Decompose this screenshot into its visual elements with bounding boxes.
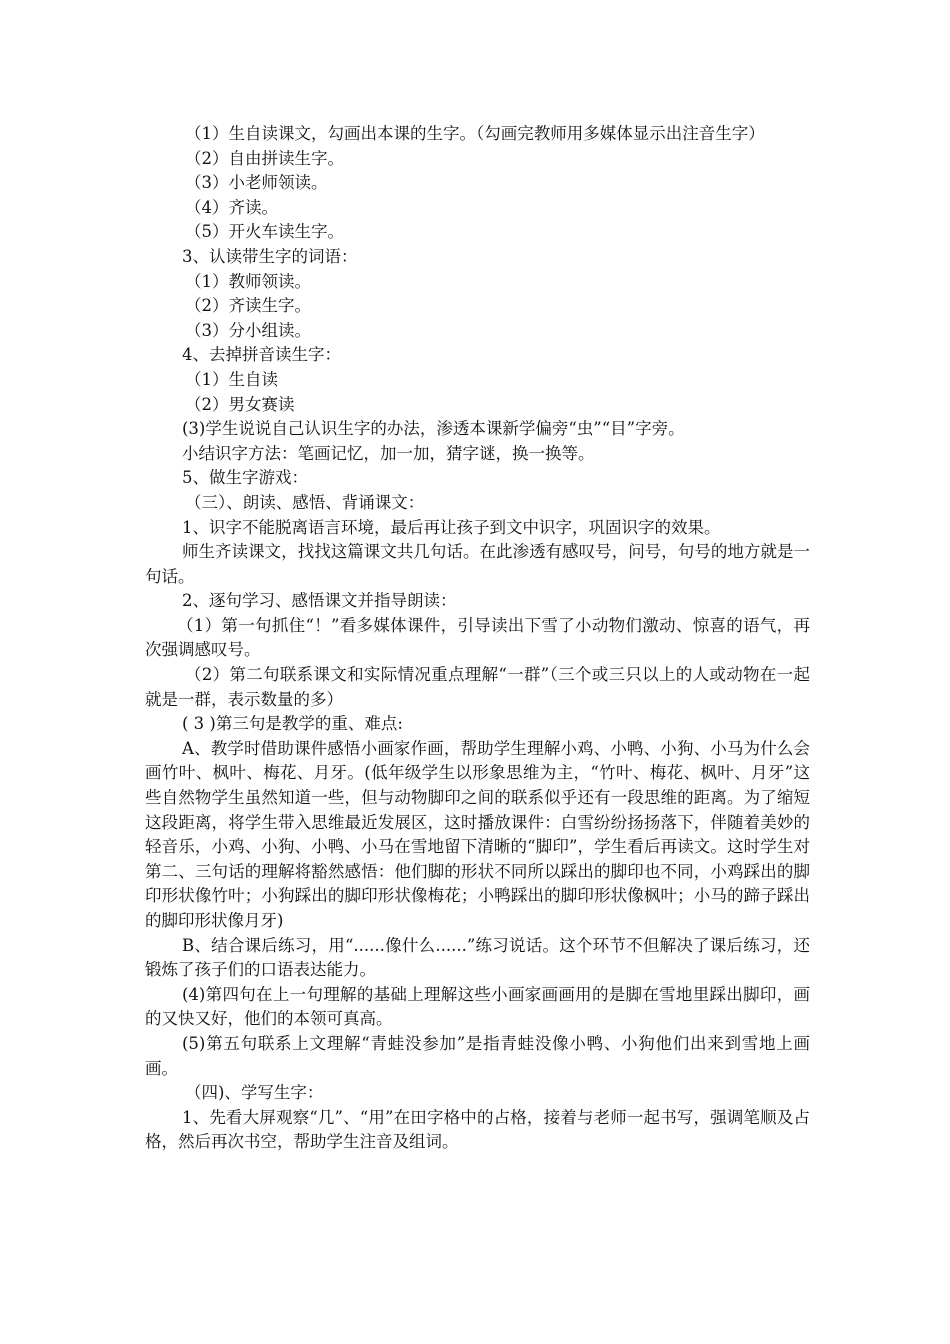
paragraph: （1）教师领读。 bbox=[185, 271, 311, 291]
paragraph: 4、去掉拼音读生字： bbox=[182, 345, 341, 365]
paragraph: （4）齐读。 bbox=[185, 197, 278, 217]
paragraph: （1）第一句抓住“！”看多媒体课件，引导读出下雪了小动物们激动、惊喜的语气，再次强调感叹号。 bbox=[145, 615, 810, 660]
paragraph: 1、识字不能脱离语言环境，最后再让孩子到文中识字，巩固识字的效果。 bbox=[182, 517, 721, 537]
paragraph: （四)、学写生字： bbox=[185, 1083, 324, 1103]
paragraph: ( 3 )第三句是教学的重、难点: bbox=[182, 714, 403, 734]
paragraph: 小结识字方法：笔画记忆，加一加，猜字谜，换一换等。 bbox=[182, 443, 595, 463]
paragraph: （2）自由拼读生字。 bbox=[185, 148, 344, 168]
paragraph: (4)第四句在上一句理解的基础上理解这些小画家画画用的是脚在雪地里踩出脚印，画的又快又好，他们的本领可真高。 bbox=[145, 984, 810, 1029]
paragraph: （3）小老师领读。 bbox=[185, 173, 328, 193]
paragraph: （1）生自读课文，勾画出本课的生字。（勾画完教师用多媒体显示出注音生字） bbox=[185, 124, 765, 143]
paragraph: 5、做生字游戏： bbox=[182, 468, 308, 488]
paragraph: 3、认读带生字的词语： bbox=[182, 246, 358, 266]
paragraph: （2）男女赛读 bbox=[185, 394, 295, 414]
paragraph: （1）生自读 bbox=[185, 369, 278, 389]
paragraph: 1、先看大屏观察“几”、“用”在田字格中的占格，接着与老师一起书写，强调笔顺及占格，然后再次书空，帮助学生注音及组词。 bbox=[145, 1107, 810, 1152]
paragraph: (5)第五句联系上文理解“青蛙没参加”是指青蛙没像小鸭、小狗他们出来到雪地上画画。 bbox=[145, 1033, 810, 1078]
paragraph: （5）开火车读生字。 bbox=[185, 222, 344, 242]
paragraph: 2、逐句学习、感悟课文并指导朗读： bbox=[182, 591, 457, 611]
paragraph: （三）、朗读、感悟、背诵课文： bbox=[185, 492, 425, 512]
paragraph: A、教学时借助课件感悟小画家作画，帮助学生理解小鸡、小鸭、小狗、小马为什么会画竹叶、枫叶、梅花、月牙。(低年级学生以形象思维为主，“竹叶、梅花、枫叶、月牙”这些自然物学生虽然知道一些，但与动物脚印之间的联系似乎还有一段思维的距离。为了缩短这段距离，将学生带入思维最近发展区，这时播放课件：白雪纷纷扬扬落下，伴随着美妙的轻音乐，小鸡、小狗、小鸭、小马在雪地留下清晰的“脚印”，学生看后再读文。这时学生对第二、三句话的理解将豁然感悟：他们脚的形状不同所以踩出的脚印也不同，小鸡踩出的脚印形状像竹叶；小狗踩出的脚印形状像梅花；小鸭踩出的脚印形状像枫叶；小马的蹄子踩出的脚印形状像月牙) bbox=[145, 738, 810, 930]
paragraph: (3)学生说说自己认识生字的办法，渗透本课新学偏旁“虫”“目”字旁。 bbox=[182, 419, 685, 439]
paragraph: B、结合课后练习，用“......像什么......”练习说话。这个环节不但解决了课后练习，还锻炼了孩子们的口语表达能力。 bbox=[145, 935, 810, 980]
paragraph: （3）分小组读。 bbox=[185, 320, 311, 340]
document-body bbox=[145, 122, 810, 1155]
paragraph: （2）第二句联系课文和实际情况重点理解“一群”（三个或三只以上的人或动物在一起就是一群，表示数量的多） bbox=[145, 665, 810, 709]
paragraph: （2）齐读生字。 bbox=[185, 296, 311, 316]
paragraph: 师生齐读课文，找找这篇课文共几句话。在此渗透有感叹号，问号，句号的地方就是一句话。 bbox=[145, 542, 810, 586]
